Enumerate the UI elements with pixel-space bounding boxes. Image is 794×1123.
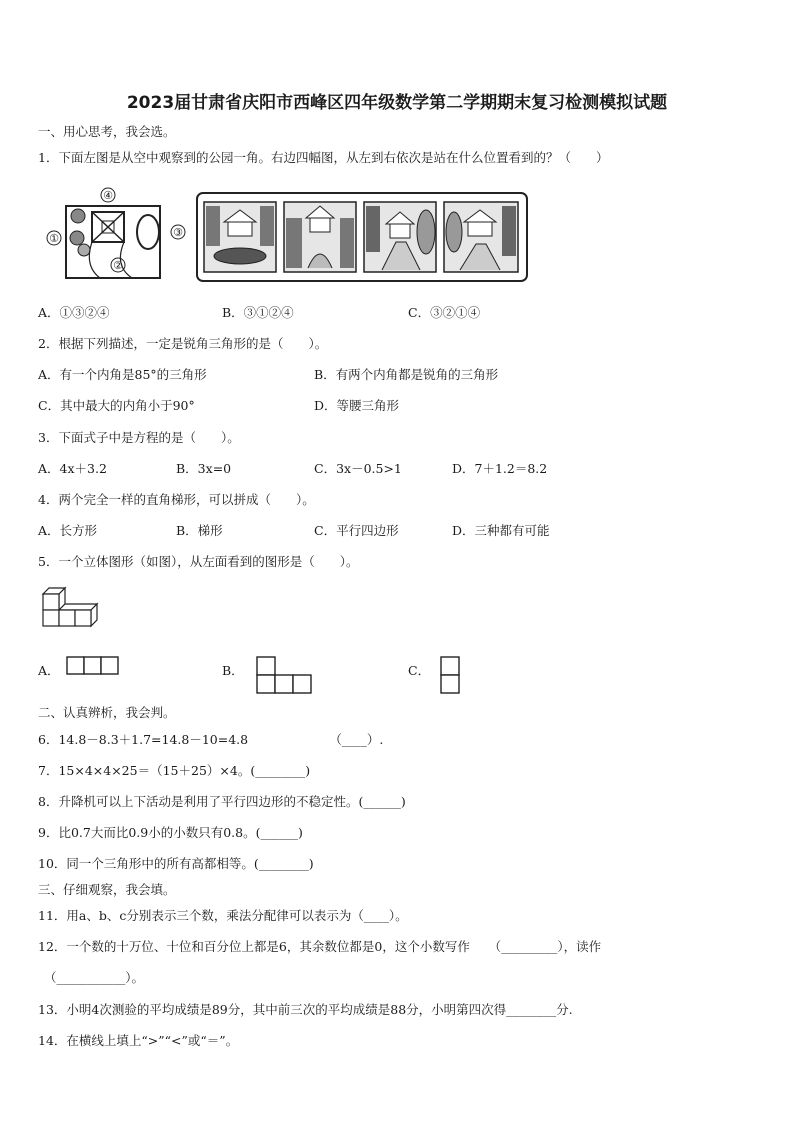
- section-1-heading: 一、用心思考，我会选。: [38, 124, 176, 139]
- position-label-left: ①: [49, 232, 59, 245]
- question-11-text: 11．用a、b、c分别表示三个数，乘法分配律可以表示为（____）。: [38, 908, 408, 923]
- park-top-view-figure: [44, 186, 194, 282]
- q3-option-a[interactable]: A．4x＋3.2: [38, 461, 107, 476]
- question-12-text: 12．一个数的十万位、十位和百分位上都是6，其余数位都是0，这个小数写作 （_________），读作: [38, 939, 602, 954]
- question-5-text: 5．一个立体图形（如图），从左面看到的图形是（ ）。: [38, 554, 359, 569]
- page-title: 2023届甘肃省庆阳市西峰区四年级数学第二学期期末复习检测模拟试题: [126, 93, 668, 113]
- question-14-text: 14．在横线上填上“>”“<”或“＝”。: [38, 1033, 239, 1048]
- q3-option-b[interactable]: B．3x=0: [176, 461, 232, 476]
- question-1-text: 1．下面左图是从空中观察到的公园一角。右边四幅图，从左到右依次是站在什么位置看到的？（ ）: [38, 150, 609, 165]
- section-3-heading: 三、仔细观察，我会填。: [38, 882, 176, 897]
- q5-option-b-shape: [256, 656, 312, 694]
- question-2-text: 2．根据下列描述，一定是锐角三角形的是（ ）。: [38, 336, 328, 351]
- question-7-text: 7．15×4×4×25＝（15＋25）×4。(________): [38, 763, 311, 778]
- four-views-figure: [196, 192, 528, 282]
- q1-option-c[interactable]: C．③②①④: [408, 305, 481, 320]
- question-4-text: 4．两个完全一样的直角梯形，可以拼成（ ）。: [38, 492, 315, 507]
- q1-option-a[interactable]: A．①③②④: [38, 305, 110, 320]
- q4-option-a[interactable]: A．长方形: [38, 523, 98, 538]
- position-label-top: ④: [103, 189, 113, 202]
- section-2-heading: 二、认真辨析，我会判。: [38, 705, 176, 720]
- question-8-text: 8．升降机可以上下活动是利用了平行四边形的不稳定性。(______): [38, 794, 406, 809]
- question-10-text: 10．同一个三角形中的所有高都相等。(________): [38, 856, 314, 871]
- q5-option-a[interactable]: A．: [38, 663, 60, 678]
- q2-option-a[interactable]: A．有一个内角是85°的三角形: [38, 367, 207, 382]
- q3-option-c[interactable]: C．3x－0.5>1: [314, 461, 402, 476]
- question-9-text: 9．比0.7大而比0.9小的小数只有0.8。(______): [38, 825, 303, 840]
- q5-option-b[interactable]: B．: [222, 663, 244, 678]
- question-12-text-continued: （___________）。: [44, 970, 145, 985]
- q4-option-b[interactable]: B．梯形: [176, 523, 223, 538]
- q5-option-c-shape: [440, 656, 460, 694]
- q3-option-d[interactable]: D．7＋1.2＝8.2: [452, 461, 548, 476]
- question-3-text: 3．下面式子中是方程的是（ ）。: [38, 430, 240, 445]
- q2-option-b[interactable]: B．有两个内角都是锐角的三角形: [314, 367, 499, 382]
- q4-option-d[interactable]: D．三种都有可能: [452, 523, 550, 538]
- q1-option-b[interactable]: B．③①②④: [222, 305, 294, 320]
- q5-option-a-shape: [66, 656, 120, 676]
- position-label-right: ③: [173, 226, 183, 239]
- question-13-text: 13．小明4次测验的平均成绩是89分，其中前三次的平均成绩是88分，小明第四次得________分.: [38, 1002, 573, 1017]
- q2-option-d[interactable]: D．等腰三角形: [314, 398, 400, 413]
- position-label-bottom: ②: [113, 259, 123, 272]
- q5-option-c[interactable]: C．: [408, 663, 431, 678]
- question-6-text: 6．14.8－8.3＋1.7=14.8－10=4.8 （____）.: [38, 732, 384, 747]
- q4-option-c[interactable]: C．平行四边形: [314, 523, 399, 538]
- solid-figure: [40, 586, 102, 628]
- q2-option-c[interactable]: C．其中最大的内角小于90°: [38, 398, 195, 413]
